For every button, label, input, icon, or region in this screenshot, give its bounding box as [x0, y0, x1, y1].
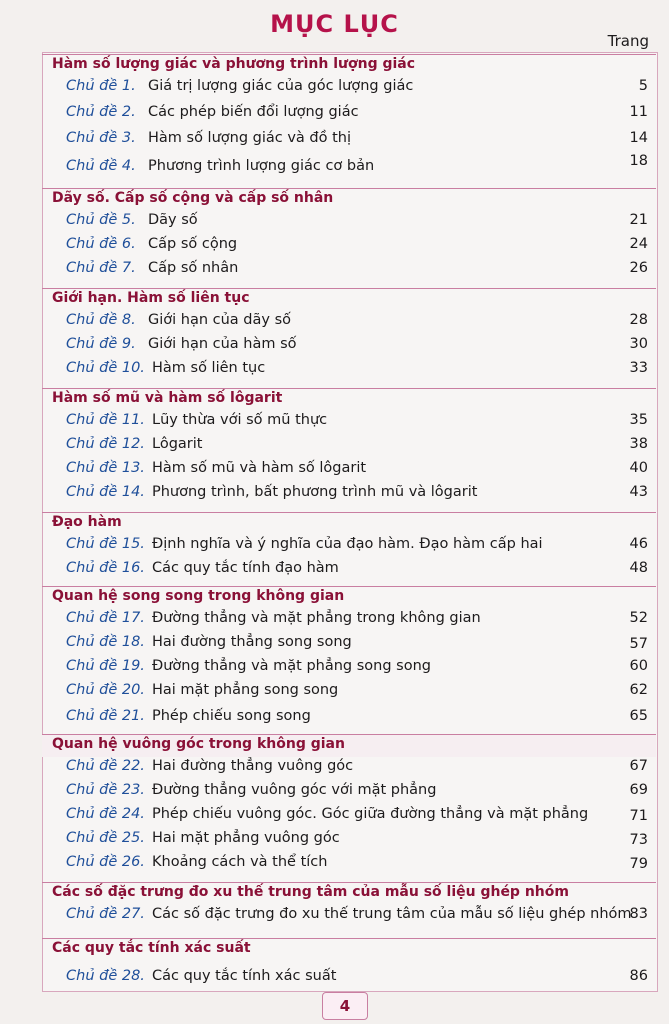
topic-title: Hai đường thẳng song song	[152, 634, 352, 650]
topic-page: 69	[629, 782, 648, 798]
toc-entry[interactable]	[0, 484, 669, 506]
topic-number: Chủ đề 22.	[66, 758, 145, 774]
topic-number: Chủ đề 24.	[66, 806, 145, 822]
topic-title: Hàm số lượng giác và đồ thị	[148, 130, 352, 146]
toc-entry[interactable]	[0, 153, 669, 180]
toc-entry[interactable]	[0, 212, 669, 234]
topic-page: 60	[629, 658, 648, 674]
toc-entry[interactable]	[0, 806, 669, 828]
topic-title: Các quy tắc tính xác suất	[152, 968, 337, 984]
topic-page: 14	[629, 130, 648, 146]
topic-page: 52	[629, 610, 648, 626]
topic-page: 48	[629, 560, 648, 576]
topic-page: 38	[629, 436, 648, 452]
toc-entry[interactable]	[0, 336, 669, 358]
section-heading: Giới hạn. Hàm số liên tục	[52, 290, 250, 306]
topic-title: Phép chiếu song song	[152, 708, 311, 724]
toc-entry[interactable]	[0, 436, 669, 458]
toc-entry[interactable]	[0, 560, 669, 582]
section-divider	[42, 938, 656, 939]
topic-title: Đường thẳng và mặt phẳng trong không gian	[152, 610, 481, 626]
section-heading: Dãy số. Cấp số cộng và cấp số nhân	[52, 190, 334, 206]
topic-number: Chủ đề 2.	[66, 104, 136, 120]
toc-entry[interactable]	[0, 708, 669, 730]
topic-number: Chủ đề 7.	[66, 260, 136, 276]
topic-page: 86	[629, 968, 648, 984]
page-column-label: Trang	[607, 32, 649, 50]
topic-number: Chủ đề 10.	[66, 360, 145, 376]
topic-title: Cấp số nhân	[148, 260, 239, 276]
toc-entry[interactable]	[0, 906, 669, 928]
topic-title: Phương trình lượng giác cơ bản	[148, 158, 375, 174]
topic-title: Các số đặc trưng đo xu thế trung tâm của mẫu số liệu ghép nhóm	[152, 906, 632, 922]
section-divider	[42, 586, 656, 587]
topic-page: 28	[629, 312, 648, 328]
topic-page: 62	[629, 682, 648, 698]
toc-entry[interactable]	[0, 634, 669, 656]
topic-page: 35	[629, 412, 648, 428]
topic-number: Chủ đề 5.	[66, 212, 136, 228]
topic-number: Chủ đề 18.	[66, 634, 145, 650]
topic-page: 79	[629, 856, 648, 872]
toc-entry[interactable]	[0, 854, 669, 876]
topic-page: 83	[629, 906, 648, 922]
page-title: MỤC LỤC	[270, 10, 399, 38]
topic-page: 5	[638, 78, 648, 94]
topic-title: Phương trình, bất phương trình mũ và lôgarit	[152, 484, 478, 500]
toc-entry[interactable]	[0, 758, 669, 780]
topic-number: Chủ đề 21.	[66, 708, 145, 724]
topic-number: Chủ đề 20.	[66, 682, 145, 698]
topic-title: Phép chiếu vuông góc. Góc giữa đường thẳng và mặt phẳng	[152, 806, 589, 822]
topic-page: 73	[629, 832, 648, 848]
toc-entry[interactable]	[0, 460, 669, 482]
topic-page: 71	[629, 808, 648, 824]
topic-number: Chủ đề 26.	[66, 854, 145, 870]
topic-page: 11	[629, 104, 648, 120]
toc-entry[interactable]	[0, 78, 669, 100]
topic-page: 57	[629, 636, 648, 652]
topic-title: Hai mặt phẳng song song	[152, 682, 339, 698]
toc-entry[interactable]	[0, 412, 669, 434]
topic-number: Chủ đề 4.	[66, 158, 136, 174]
toc-entry[interactable]	[0, 360, 669, 382]
topic-number: Chủ đề 23.	[66, 782, 145, 798]
topic-number: Chủ đề 9.	[66, 336, 136, 352]
topic-page: 67	[629, 758, 648, 774]
section-heading: Hàm số lượng giác và phương trình lượng giác	[52, 56, 416, 72]
topic-title: Giá trị lượng giác của góc lượng giác	[148, 78, 414, 94]
topic-number: Chủ đề 28.	[66, 968, 145, 984]
topic-title: Lôgarit	[152, 436, 203, 452]
topic-number: Chủ đề 27.	[66, 906, 145, 922]
topic-page: 21	[629, 212, 648, 228]
toc-entry[interactable]	[0, 260, 669, 282]
section-divider	[42, 188, 656, 189]
section-divider	[42, 882, 656, 883]
topic-title: Các quy tắc tính đạo hàm	[152, 560, 339, 576]
topic-title: Hàm số mũ và hàm số lôgarit	[152, 460, 367, 476]
topic-number: Chủ đề 6.	[66, 236, 136, 252]
topic-number: Chủ đề 14.	[66, 484, 145, 500]
section-divider	[42, 54, 656, 55]
topic-title: Đường thẳng và mặt phẳng song song	[152, 658, 431, 674]
topic-page: 65	[629, 708, 648, 724]
topic-number: Chủ đề 15.	[66, 536, 145, 552]
toc-entry[interactable]	[0, 536, 669, 558]
toc-entry[interactable]	[0, 236, 669, 258]
section-divider	[42, 288, 656, 289]
topic-title: Các phép biến đổi lượng giác	[148, 104, 359, 120]
toc-entry[interactable]	[0, 610, 669, 632]
topic-page: 40	[629, 460, 648, 476]
toc-entry[interactable]	[0, 968, 669, 990]
topic-number: Chủ đề 13.	[66, 460, 145, 476]
page-number: 4	[322, 992, 368, 1020]
topic-title: Đường thẳng vuông góc với mặt phẳng	[152, 782, 437, 798]
section-heading: Các số đặc trưng đo xu thế trung tâm của mẫu số liệu ghép nhóm	[52, 884, 569, 900]
toc-entry[interactable]	[0, 782, 669, 804]
topic-title: Giới hạn của dãy số	[148, 312, 292, 328]
section-heading: Đạo hàm	[52, 514, 122, 530]
toc-entry[interactable]	[0, 830, 669, 852]
toc-entry[interactable]	[0, 312, 669, 334]
topic-title: Khoảng cách và thể tích	[152, 854, 328, 870]
topic-page: 43	[629, 484, 648, 500]
topic-number: Chủ đề 11.	[66, 412, 145, 428]
topic-page: 26	[629, 260, 648, 276]
topic-title: Hai mặt phẳng vuông góc	[152, 830, 340, 846]
topic-title: Cấp số cộng	[148, 236, 238, 252]
topic-page: 33	[629, 360, 648, 376]
topic-number: Chủ đề 1.	[66, 78, 136, 94]
topic-number: Chủ đề 12.	[66, 436, 145, 452]
topic-number: Chủ đề 8.	[66, 312, 136, 328]
section-heading: Quan hệ vuông góc trong không gian	[52, 736, 345, 752]
section-divider	[42, 512, 656, 513]
section-divider	[42, 388, 656, 389]
topic-title: Lũy thừa với số mũ thực	[152, 412, 328, 428]
topic-page: 24	[629, 236, 648, 252]
section-heading: Các quy tắc tính xác suất	[52, 940, 251, 956]
topic-title: Giới hạn của hàm số	[148, 336, 297, 352]
topic-number: Chủ đề 25.	[66, 830, 145, 846]
toc-entry[interactable]	[0, 682, 669, 704]
section-heading: Hàm số mũ và hàm số lôgarit	[52, 390, 283, 406]
topic-page: 30	[629, 336, 648, 352]
topic-title: Định nghĩa và ý nghĩa của đạo hàm. Đạo hàm cấp hai	[152, 536, 543, 552]
topic-number: Chủ đề 17.	[66, 610, 145, 626]
section-heading: Quan hệ song song trong không gian	[52, 588, 345, 604]
topic-number: Chủ đề 19.	[66, 658, 145, 674]
toc-entry[interactable]	[0, 658, 669, 680]
topic-number: Chủ đề 3.	[66, 130, 136, 146]
topic-title: Dãy số	[148, 212, 198, 228]
topic-title: Hai đường thẳng vuông góc	[152, 758, 354, 774]
toc-entry[interactable]	[0, 104, 669, 126]
topic-page: 18	[629, 153, 648, 169]
topic-page: 46	[629, 536, 648, 552]
toc-entry[interactable]	[0, 130, 669, 152]
topic-title: Hàm số liên tục	[152, 360, 266, 376]
topic-number: Chủ đề 16.	[66, 560, 145, 576]
